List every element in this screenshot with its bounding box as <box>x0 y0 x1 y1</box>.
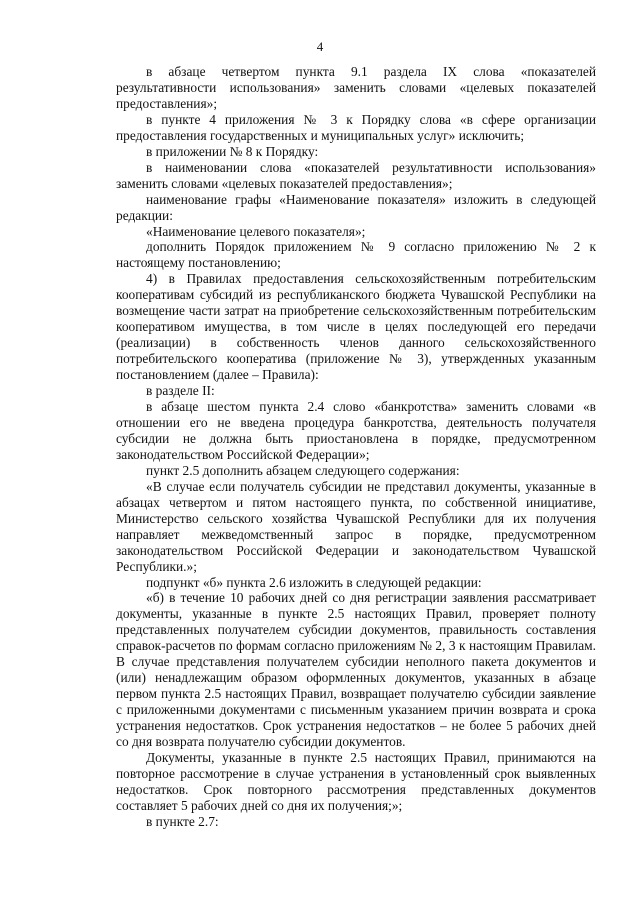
paragraph: в пункте 4 приложения № 3 к Порядку слова «в сфере организации предоставления государственных и муниципальных услуг» исключить; <box>116 111 596 143</box>
paragraph: в наименовании слова «показателей результативности использования» заменить словами «целевых показателей предоставления»; <box>116 159 596 191</box>
paragraph: в абзаце четвертом пункта 9.1 раздела IX слова «показателей результативности использования» заменить словами «целевых показателей предоставления»; <box>116 64 596 111</box>
paragraph: подпункт «б» пункта 2.6 изложить в следующей редакции: <box>146 574 482 590</box>
paragraph: дополнить Порядок приложением № 9 согласно приложению № 2 к настоящему постановлению; <box>116 239 596 271</box>
paragraph: наименование графы «Наименование показателя» изложить в следующей редакции: <box>116 191 596 223</box>
paragraph: в разделе II: <box>146 383 215 399</box>
paragraph: 4) в Правилах предоставления сельскохозяйственным потребительским кооперативам субсидий из республиканского бюджета Чувашской Республики на возмещение части затрат на приобретение сельскохозяйственным потребительским кооперативом имущества, в том числе в целях последующей его передачи (реализации) в собственность членов данного сельскохозяйственного потребительского кооператива (приложение № 3), утвержденных указанным постановлением (далее – Правила): <box>116 271 596 383</box>
paragraph: «Наименование целевого показателя»; <box>146 223 366 239</box>
paragraph: в приложении № 8 к Порядку: <box>146 143 319 159</box>
page-number: 4 <box>316 39 324 54</box>
paragraph: в абзаце шестом пункта 2.4 слово «банкротства» заменить словами «в отношении его не введена процедура банкротства, деятельность получателя субсидии не должна быть приостановлена в порядке, предусмотренном законодательством Российской Федерации»; <box>116 399 596 462</box>
paragraph: «В случае если получатель субсидии не представил документы, указанные в абзацах четвертом и пятом настоящего пункта, по собственной инициативе, Министерство сельского хозяйства Чувашской Республики для их получения направляет межведомственный запрос в порядке, предусмотренном законодательством Российской Федерации и законодательством Чувашской Республики.»; <box>116 478 596 574</box>
paragraph: «б) в течение 10 рабочих дней со дня регистрации заявления рассматривает документы, указанные в пункте 2.5 настоящих Правил, проверяет полноту представленных получателем субсидии документов, правильность составления справок-расчетов по формам согласно приложениям № 2, 3 к настоящим Правилам. В случае представления получателем субсидии неполного пакета документов и (или) ненадлежащим образом оформленных документов, указанных в абзаце первом пункта 2.5 настоящих Правил, возвращает получателю субсидии заявление с приложенными документами с письменным указанием причин возврата и срока устранения недостатков. Срок устранения недостатков – не более 5 рабочих дней со дня возврата получателю субсидии документов. <box>116 590 596 750</box>
paragraph: в пункте 2.7: <box>146 813 219 829</box>
paragraph: Документы, указанные в пункте 2.5 настоящих Правил, принимаются на повторное рассмотрение в случае устранения в установленный срок выявленных недостатков. Срок повторного рассмотрения представленных документов составляет 5 рабочих дней со дня их получения;»; <box>116 749 596 813</box>
paragraph: пункт 2.5 дополнить абзацем следующего содержания: <box>146 462 460 478</box>
document-body <box>116 64 596 830</box>
